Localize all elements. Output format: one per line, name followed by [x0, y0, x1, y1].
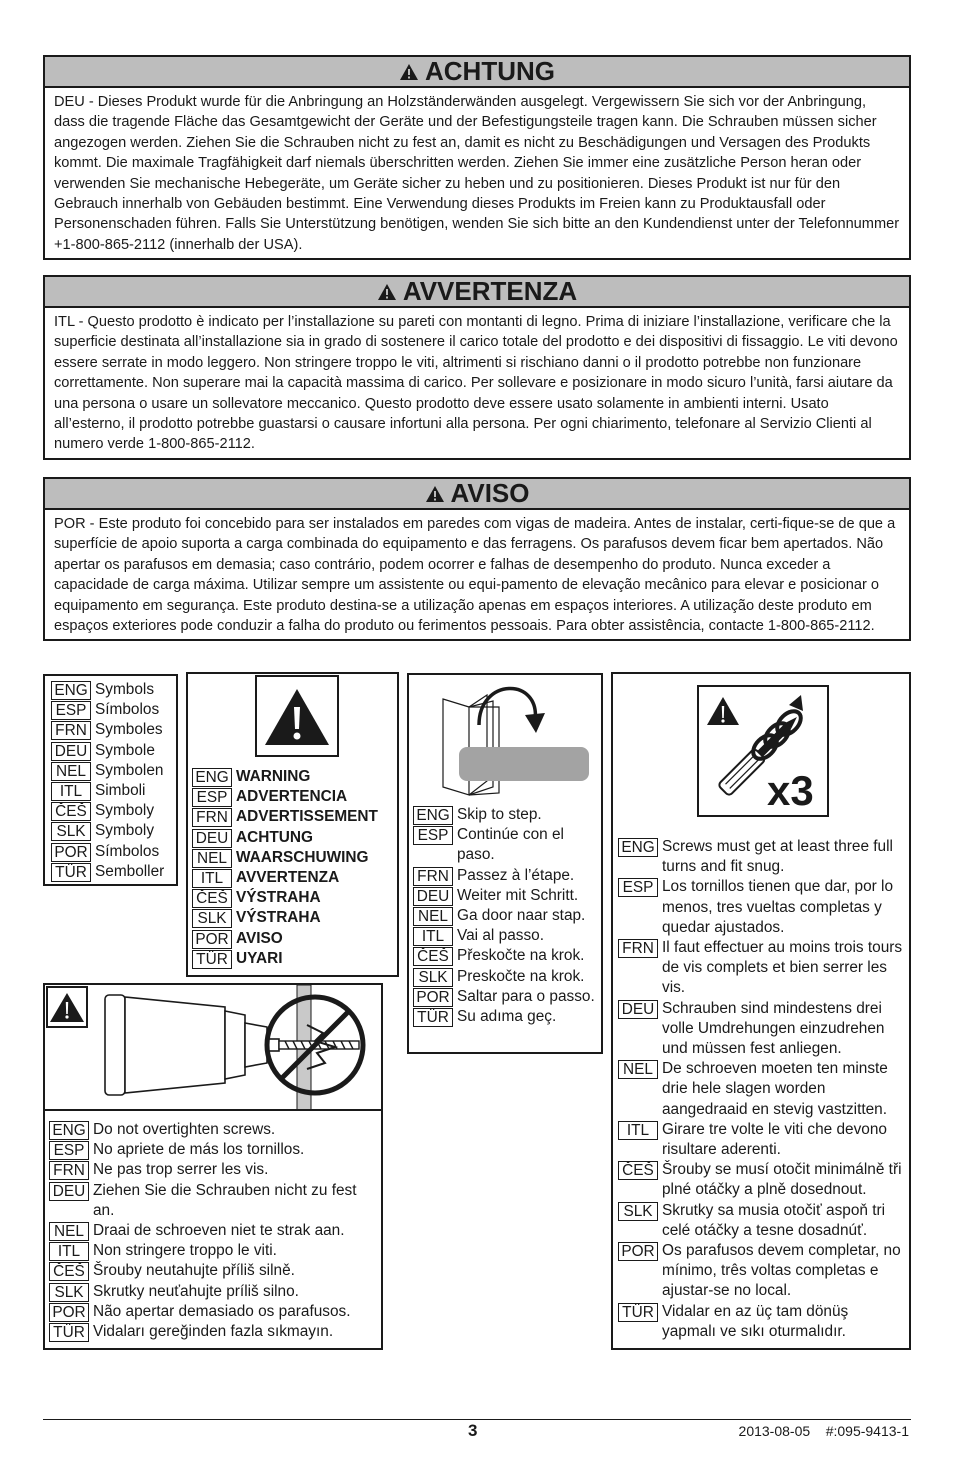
- language-row: [49, 1261, 381, 1281]
- language-text: Girare tre volte le viti che devono risultare aderenti.: [662, 1120, 887, 1159]
- language-row: [618, 1160, 910, 1200]
- warning-triangle-icon: [425, 485, 445, 503]
- language-row: [413, 946, 595, 966]
- language-code: ČEŠ: [49, 1262, 89, 1281]
- turn-multiplier: x3: [767, 767, 814, 814]
- language-code: DEU: [51, 742, 91, 761]
- language-row: [51, 842, 176, 862]
- language-row: [51, 801, 176, 821]
- language-text: Šrouby neutahujte příliš silně.: [93, 1262, 295, 1280]
- language-text: AVVERTENZA: [236, 869, 340, 887]
- language-row: [49, 1120, 381, 1140]
- language-text: Weiter mit Schritt.: [457, 886, 579, 904]
- language-row: [413, 987, 595, 1007]
- language-code: ENG: [618, 838, 658, 857]
- language-text: ADVERTENCIA: [236, 788, 348, 806]
- language-code: POR: [413, 988, 453, 1007]
- language-code: NEL: [49, 1222, 89, 1241]
- warning-triangle-icon: [399, 63, 419, 81]
- language-text: Screws must get at least three full turns and fit snug.: [662, 838, 893, 876]
- language-row: [192, 868, 378, 888]
- language-code: SLK: [192, 909, 232, 928]
- language-code: SLK: [413, 968, 453, 987]
- language-code: ENG: [192, 768, 232, 787]
- language-code: FRN: [49, 1161, 89, 1180]
- language-text: Símbolos: [95, 701, 160, 719]
- language-text: Su adıma geç.: [457, 1008, 557, 1026]
- language-row: [618, 837, 910, 877]
- screw-turns-panel: [611, 672, 911, 1350]
- warning-words-panel: [186, 672, 399, 977]
- language-row: [51, 680, 176, 700]
- language-text: Não apertar demasiado os parafusos.: [93, 1302, 351, 1320]
- language-text: Passez à l’étape.: [457, 866, 575, 884]
- language-text: No apriete de más los tornillos.: [93, 1141, 305, 1159]
- language-row: [49, 1322, 381, 1342]
- language-row: [192, 807, 378, 827]
- language-row: [413, 1007, 595, 1027]
- warning-header: [45, 479, 909, 510]
- language-text: Ga door naar stap.: [457, 907, 586, 925]
- language-row: [51, 781, 176, 801]
- language-row: [413, 926, 595, 946]
- language-text: WARNING: [236, 768, 311, 785]
- language-code: ČEŠ: [192, 889, 232, 908]
- warning-header: [45, 277, 909, 308]
- language-code: NEL: [51, 762, 91, 781]
- language-row: [49, 1221, 381, 1241]
- language-code: ESP: [49, 1141, 89, 1160]
- overtighten-list: [49, 1120, 381, 1342]
- language-text: Saltar para o passo.: [457, 987, 595, 1005]
- page-number: 3: [468, 1421, 478, 1440]
- language-code: TÜR: [192, 950, 232, 969]
- language-text: WAARSCHUWING: [236, 848, 369, 866]
- language-code: ČEŠ: [51, 802, 91, 821]
- screw-turns-list: [618, 837, 910, 1342]
- language-row: [49, 1140, 381, 1160]
- language-text: Symbols: [95, 681, 155, 698]
- warning-box-itl: [43, 275, 911, 460]
- language-row: [49, 1160, 381, 1180]
- language-row: [51, 821, 176, 841]
- language-row: [618, 1302, 910, 1342]
- language-text: VÝSTRAHA: [236, 889, 321, 907]
- language-code: ENG: [49, 1121, 89, 1140]
- language-code: ITL: [413, 927, 453, 946]
- language-text: ACHTUNG: [236, 828, 313, 846]
- language-text: Skip to step.: [457, 806, 542, 823]
- warning-triangle-icon: [377, 283, 397, 301]
- language-row: [618, 1059, 910, 1120]
- symbols-list: [51, 680, 176, 882]
- language-text: Símbolos: [95, 842, 160, 860]
- screw-turns-illustration: [697, 685, 829, 817]
- language-text: Do not overtighten screws.: [93, 1121, 276, 1138]
- language-text: UYARI: [236, 949, 283, 967]
- language-text: ADVERTISSEMENT: [236, 808, 378, 826]
- warning-title: ACHTUNG: [425, 56, 555, 86]
- language-row: [192, 828, 378, 848]
- language-text: De schroeven moeten ten minste drie hele slagen worden aangedraaid en stevig vastzitten.: [662, 1060, 888, 1118]
- language-code: SLK: [618, 1202, 658, 1221]
- warning-triangle-icon: [257, 677, 337, 755]
- language-code: FRN: [51, 721, 91, 740]
- language-code: TÜR: [49, 1323, 89, 1342]
- language-row: [413, 866, 595, 886]
- language-row: [192, 908, 378, 928]
- overtighten-illustration: [45, 985, 381, 1111]
- language-code: POR: [51, 843, 91, 862]
- language-row: [413, 886, 595, 906]
- language-code: DEU: [192, 829, 232, 848]
- page-turn-icon: [411, 677, 601, 797]
- language-code: TÜR: [413, 1008, 453, 1027]
- language-row: [192, 767, 378, 787]
- language-text: Ziehen Sie die Schrauben nicht zu fest an.: [93, 1181, 357, 1219]
- language-code: NEL: [618, 1060, 658, 1079]
- language-row: [192, 888, 378, 908]
- language-text: VÝSTRAHA: [236, 909, 321, 927]
- language-code: DEU: [618, 1000, 658, 1019]
- language-code: POR: [192, 930, 232, 949]
- language-row: [618, 999, 910, 1060]
- language-code: ČEŠ: [618, 1161, 658, 1180]
- language-text: Šrouby se musí otočit minimálně tři plné otáčky a plně dosednout.: [662, 1161, 902, 1199]
- language-text: Semboller: [95, 862, 165, 880]
- language-row: [49, 1241, 381, 1261]
- language-code: ITL: [51, 782, 91, 801]
- language-text: Symbole: [95, 741, 155, 759]
- language-row: [413, 805, 595, 825]
- language-row: [192, 929, 378, 949]
- language-row: [51, 720, 176, 740]
- language-row: [413, 825, 595, 865]
- language-text: Ne pas trop serrer les vis.: [93, 1161, 269, 1179]
- language-code: POR: [49, 1303, 89, 1322]
- document-id: 2013-08-05 #:095-9413-1: [738, 1423, 909, 1439]
- language-text: Il faut effectuer au moins trois tours de vis complets et bien serrer les vis.: [662, 939, 903, 997]
- language-row: [49, 1181, 381, 1221]
- language-code: ESP: [51, 701, 91, 720]
- language-text: Schrauben sind mindestens drei volle Umdrehungen einzudrehen und müssen fest anliegen.: [662, 999, 885, 1058]
- language-row: [49, 1282, 381, 1302]
- language-text: Draai de schroeven niet te strak aan.: [93, 1222, 345, 1240]
- language-code: POR: [618, 1242, 658, 1261]
- language-code: ENG: [51, 681, 91, 700]
- language-code: ČEŠ: [413, 947, 453, 966]
- language-code: FRN: [413, 867, 453, 886]
- language-code: SLK: [49, 1283, 89, 1302]
- language-text: Continúe con el paso.: [457, 826, 564, 864]
- warning-box-por: [43, 477, 911, 641]
- language-row: [192, 848, 378, 868]
- language-code: ESP: [618, 878, 658, 897]
- language-row: [413, 967, 595, 987]
- language-text: Simboli: [95, 782, 146, 800]
- language-row: [49, 1302, 381, 1322]
- language-text: Symboly: [95, 802, 155, 820]
- warning-text: ITL - Questo prodotto è indicato per l’installazione su pareti con montanti di legno. Prima di iniziare l’installazione, verificare che la superficie destinata all’installazione sia in grado di sostenere il carico totale del prodotto e dei dispositivi di fissaggio. Le viti devono essere serrate in modo leggero. Non stringere troppo le viti, altrimenti si rischiano danni o il prodotto potrebbe non funzionare correttamente. Non superare mai la capacità massima di carico. Per sollevare e posizionare in modo sicuro l’unità, farsi aiutare da una persona o usare un sollevatore meccanico. Questo prodotto deve essere usato solamente in ambienti interni. Usato all’esterno, il prodotto potrebbe guastarsi o causare infortuni alla persona. Per ogni chiarimento, telefonare al Servizio Clienti al numero verde 1-800-865-2112.: [54, 314, 898, 453]
- language-text: Skrutky sa musia otočiť aspoň tri celé otáčky a tesne dosadnúť.: [662, 1201, 886, 1239]
- language-text: Symboly: [95, 822, 155, 840]
- language-code: ITL: [618, 1121, 658, 1140]
- warning-words-list: [192, 767, 378, 969]
- warning-title: AVVERTENZA: [402, 276, 578, 306]
- overtighten-panel: [43, 983, 383, 1350]
- language-text: AVISO: [236, 929, 283, 947]
- language-code: TÜR: [618, 1303, 658, 1322]
- warning-box-deu: [43, 55, 911, 260]
- drill-icon: [105, 995, 279, 1095]
- language-code: ESP: [192, 788, 232, 807]
- language-row: [618, 877, 910, 938]
- warning-sign-box: [255, 675, 339, 757]
- language-row: [618, 1241, 910, 1302]
- warning-header: [45, 57, 909, 88]
- language-text: Non stringere troppo le viti.: [93, 1242, 277, 1260]
- warning-text: DEU - Dieses Produkt wurde für die Anbringung an Holzständerwänden ausgelegt. Vergewissern Sie sich vor der Anbringung, dass die tragende Fläche das Gesamtgewicht der Geräte und der Befestigungsteile tragen kann. Die Schrauben müssen sicher angezogen werden. Ziehen Sie die Schrauben nicht zu fest an, damit es nicht zu Beschädigungen und Versagen des Produkts kommt. Die maximale Tragfähigkeit darf niemals überschritten werden. Ziehen Sie immer eine zusätzliche Person heran oder verwenden Sie mechanische Hebegeräte, um Geräte sicher zu heben und zu positionieren. Dieses Produkt ist nur für den Gebrauch innerhalb von Gebäuden bestimmt. Eine Verwendung dieses Produkts im Freien kann zu Produktausfall oder Personenschaden führen. Falls Sie Unterstützung benötigen, wenden Sie sich bitte an den Kundendienst unter der Telefonnummer +1-800-865-2112 (innerhalb der USA).: [54, 94, 900, 253]
- language-code: FRN: [192, 808, 232, 827]
- language-code: FRN: [618, 939, 658, 958]
- language-text: Vai al passo.: [457, 927, 544, 945]
- language-row: [51, 761, 176, 781]
- language-text: Preskočte na krok.: [457, 967, 585, 985]
- language-row: [618, 938, 910, 999]
- symbols-panel: [43, 674, 178, 886]
- language-text: Skrutky neuťahujte príliš silno.: [93, 1282, 299, 1300]
- language-text: Os parafusos devem completar, no mínimo, três voltas completas e ajustar-se no local.: [662, 1242, 901, 1300]
- language-text: Symboles: [95, 721, 163, 739]
- language-code: SLK: [51, 822, 91, 841]
- language-code: DEU: [413, 887, 453, 906]
- language-text: Vidaları gereğinden fazla sıkmayın.: [93, 1323, 334, 1341]
- language-text: Vidalar en az üç tam dönüş yapmalı ve sıkı oturmalıdır.: [662, 1302, 849, 1340]
- language-text: Los tornillos tienen que dar, por lo menos, tres vueltas completas y quedar ajustados.: [662, 878, 894, 936]
- language-row: [51, 741, 176, 761]
- language-code: TÜR: [51, 863, 91, 882]
- language-code: NEL: [413, 907, 453, 926]
- language-row: [51, 862, 176, 882]
- language-code: ENG: [413, 806, 453, 825]
- language-text: Přeskočte na krok.: [457, 947, 585, 965]
- warning-title: AVISO: [450, 478, 530, 508]
- language-code: ESP: [413, 826, 453, 845]
- language-code: DEU: [49, 1182, 89, 1201]
- footer-rule: [43, 1419, 911, 1420]
- language-code: ITL: [49, 1242, 89, 1261]
- language-row: [192, 949, 378, 969]
- language-row: [192, 787, 378, 807]
- language-code: ITL: [192, 869, 232, 888]
- language-row: [618, 1120, 910, 1160]
- skip-step-list: [413, 805, 595, 1027]
- language-text: Symbolen: [95, 761, 164, 779]
- warning-text: POR - Este produto foi concebido para ser instalados em paredes com vigas de madeira. Antes de instalar, certi-fique-se de que a superfície de apoio suporta a carga combinada do equipamento e das ferragens. Os parafusos devem ficar bem apertados. Não apertar os parafusos em demasia; caso contrário, podem ocorrer e falhas de desempenho do produto. Nunca exceder a capacidade de carga máxima. Utilizar sempre um assistente ou equi-pamento de elevação mecânico para elevar e posicionar o equipamento em segurança. Este produto destina-se a utilização apenas em espaços interiores. A utilização deste produto em espaços exteriores pode conduzir a falha do produto ou ferimentos pessoais. Para obter assistência, contacte 1-800-865-2112.: [54, 516, 896, 635]
- language-code: NEL: [192, 849, 232, 868]
- language-row: [618, 1201, 910, 1241]
- language-row: [413, 906, 595, 926]
- language-row: [51, 700, 176, 720]
- skip-step-panel: [407, 673, 603, 1054]
